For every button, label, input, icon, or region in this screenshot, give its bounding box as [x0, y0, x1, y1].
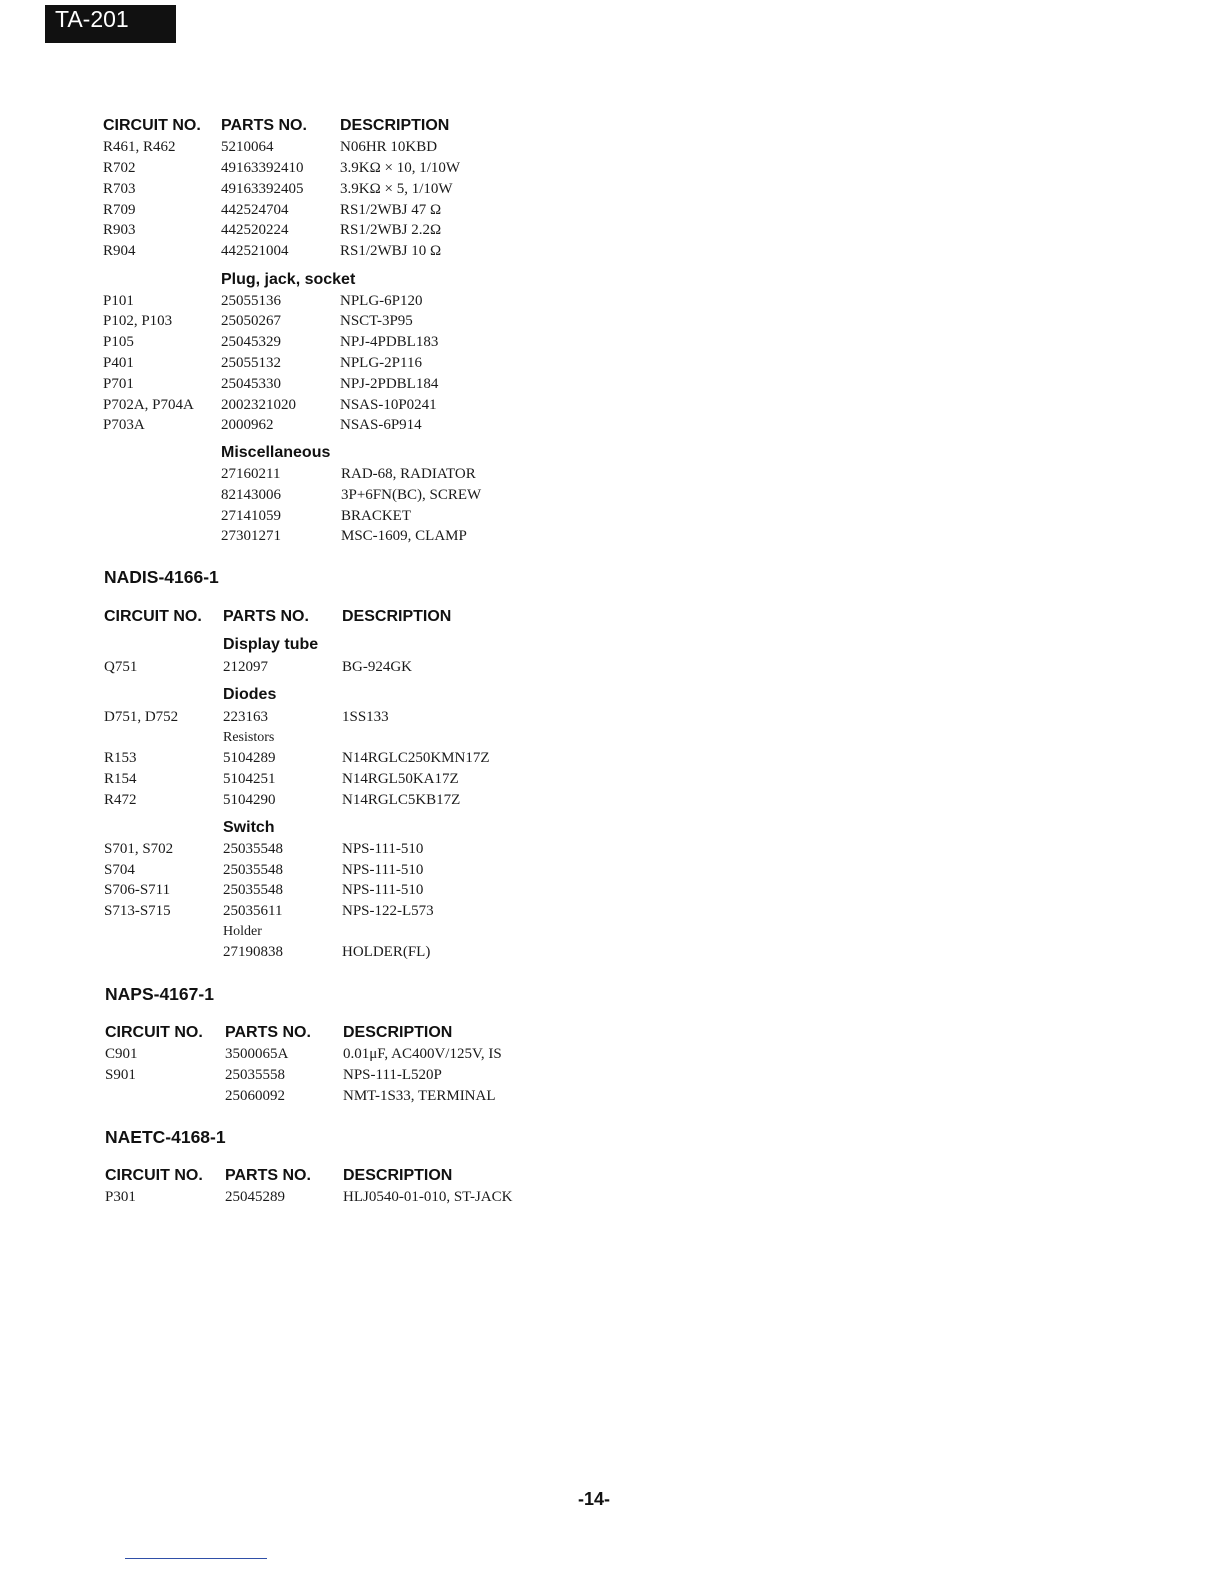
- column-header-parts: PARTS NO.: [221, 117, 307, 134]
- circuit-no-cell: P105: [103, 334, 134, 350]
- parts-no-cell: 49163392405: [221, 181, 304, 197]
- parts-no-cell: 27141059: [221, 508, 281, 524]
- parts-no-cell: 27190838: [223, 944, 283, 960]
- parts-no-cell: 25050267: [221, 313, 281, 329]
- description-cell: NPLG-6P120: [340, 293, 423, 309]
- description-cell: NPS-111-510: [342, 841, 424, 857]
- circuit-no-cell: R903: [103, 222, 136, 238]
- column-header-description: DESCRIPTION: [343, 1024, 453, 1041]
- parts-no-cell: 5210064: [221, 139, 274, 155]
- column-header-circuit: CIRCUIT NO.: [105, 1167, 203, 1184]
- parts-no-cell: 27301271: [221, 528, 281, 544]
- parts-no-cell: 5104251: [223, 771, 276, 787]
- parts-no-cell: 25045329: [221, 334, 281, 350]
- circuit-no-cell: P101: [103, 293, 134, 309]
- circuit-no-cell: S701, S702: [104, 841, 174, 857]
- subsection-heading-resistors: Resistors: [223, 730, 275, 745]
- parts-no-cell: 2000962: [221, 417, 274, 433]
- circuit-no-cell: S713-S715: [104, 903, 171, 919]
- circuit-no-cell: R709: [103, 202, 136, 218]
- description-cell: RS1/2WBJ 47 Ω: [340, 202, 442, 218]
- parts-no-cell: 5104290: [223, 792, 276, 808]
- description-cell: NPS-111-L520P: [343, 1067, 442, 1083]
- description-cell: RAD-68, RADIATOR: [341, 466, 476, 482]
- circuit-no-cell: P301: [105, 1189, 136, 1205]
- parts-no-cell: 25045289: [225, 1189, 285, 1205]
- description-cell: NPS-122-L573: [342, 903, 434, 919]
- description-cell: NSAS-6P914: [340, 417, 422, 433]
- subsection-heading-plug: Plug, jack, socket: [221, 271, 356, 288]
- description-cell: N14RGLC5KB17Z: [342, 792, 461, 808]
- circuit-no-cell: Q751: [104, 659, 138, 675]
- parts-no-cell: 223163: [223, 709, 268, 725]
- subsection-heading-switch: Switch: [223, 819, 275, 836]
- circuit-no-cell: S706-S711: [104, 882, 171, 898]
- description-cell: MSC-1609, CLAMP: [341, 528, 467, 544]
- description-cell: HLJ0540-01-010, ST-JACK: [343, 1189, 513, 1205]
- model-badge: TA-201: [45, 5, 176, 43]
- parts-no-cell: 25035548: [223, 882, 283, 898]
- column-header-description: DESCRIPTION: [342, 608, 452, 625]
- parts-no-cell: 25045330: [221, 376, 281, 392]
- parts-no-cell: 3500065A: [225, 1046, 289, 1062]
- circuit-no-cell: R703: [103, 181, 136, 197]
- subsection-heading-diodes: Diodes: [223, 686, 277, 703]
- description-cell: RS1/2WBJ 10 Ω: [340, 243, 442, 259]
- page-number: -14-: [578, 1489, 611, 1509]
- description-cell: 0.01μF, AC400V/125V, IS: [343, 1046, 502, 1062]
- description-cell: 1SS133: [342, 709, 389, 725]
- parts-no-cell: 25035548: [223, 862, 283, 878]
- parts-no-cell: 49163392410: [221, 160, 304, 176]
- section-title-naps: NAPS-4167-1: [105, 984, 214, 1004]
- parts-no-cell: 25035611: [223, 903, 283, 919]
- description-cell: BRACKET: [341, 508, 412, 524]
- subsection-heading-display: Display tube: [223, 636, 319, 653]
- section-title-naetc: NAETC-4168-1: [105, 1127, 226, 1147]
- subsection-heading-misc: Miscellaneous: [221, 444, 331, 461]
- description-cell: N14RGLC250KMN17Z: [342, 750, 490, 766]
- parts-no-cell: 25055136: [221, 293, 281, 309]
- circuit-no-cell: P401: [103, 355, 134, 371]
- description-cell: 3.9KΩ × 10, 1/10W: [340, 160, 461, 176]
- parts-no-cell: 25060092: [225, 1088, 285, 1104]
- description-cell: NPLG-2P116: [340, 355, 422, 371]
- circuit-no-cell: R461, R462: [103, 139, 176, 155]
- description-cell: NSAS-10P0241: [340, 397, 437, 413]
- circuit-no-cell: D751, D752: [104, 709, 179, 725]
- circuit-no-cell: R702: [103, 160, 136, 176]
- subsection-heading-holder: Holder: [223, 924, 262, 939]
- circuit-no-cell: P702A, P704A: [103, 397, 194, 413]
- column-header-description: DESCRIPTION: [343, 1167, 453, 1184]
- circuit-no-cell: P703A: [103, 417, 145, 433]
- circuit-no-cell: R472: [104, 792, 137, 808]
- column-header-circuit: CIRCUIT NO.: [104, 608, 202, 625]
- parts-no-cell: 25035548: [223, 841, 283, 857]
- description-cell: NPS-111-510: [342, 882, 424, 898]
- circuit-no-cell: S901: [105, 1067, 136, 1083]
- description-cell: 3.9KΩ × 5, 1/10W: [340, 181, 453, 197]
- section-title-nadis: NADIS-4166-1: [104, 567, 219, 587]
- description-cell: HOLDER(FL): [342, 944, 431, 960]
- description-cell: NPS-111-510: [342, 862, 424, 878]
- circuit-no-cell: R154: [104, 771, 137, 787]
- column-header-description: DESCRIPTION: [340, 117, 450, 134]
- parts-no-cell: 82143006: [221, 487, 281, 503]
- description-cell: NPJ-2PDBL184: [340, 376, 439, 392]
- parts-no-cell: 442520224: [221, 222, 289, 238]
- column-header-parts: PARTS NO.: [223, 608, 309, 625]
- column-header-parts: PARTS NO.: [225, 1167, 311, 1184]
- circuit-no-cell: C901: [105, 1046, 138, 1062]
- description-cell: BG-924GK: [342, 659, 412, 675]
- description-cell: NSCT-3P95: [340, 313, 413, 329]
- description-cell: N06HR 10KBD: [340, 139, 438, 155]
- parts-no-cell: 5104289: [223, 750, 276, 766]
- column-header-circuit: CIRCUIT NO.: [105, 1024, 203, 1041]
- parts-no-cell: 212097: [223, 659, 268, 675]
- circuit-no-cell: P102, P103: [103, 313, 173, 329]
- description-cell: NMT-1S33, TERMINAL: [343, 1088, 496, 1104]
- description-cell: N14RGL50KA17Z: [342, 771, 459, 787]
- parts-no-cell: 25035558: [225, 1067, 285, 1083]
- footer-rule: [125, 1558, 267, 1559]
- description-cell: RS1/2WBJ 2.2Ω: [340, 222, 442, 238]
- circuit-no-cell: S704: [104, 862, 135, 878]
- parts-no-cell: 27160211: [221, 466, 281, 482]
- parts-no-cell: 442524704: [221, 202, 289, 218]
- parts-no-cell: 25055132: [221, 355, 281, 371]
- column-header-parts: PARTS NO.: [225, 1024, 311, 1041]
- parts-no-cell: 2002321020: [221, 397, 296, 413]
- circuit-no-cell: P701: [103, 376, 134, 392]
- column-header-circuit: CIRCUIT NO.: [103, 117, 201, 134]
- description-cell: 3P+6FN(BC), SCREW: [341, 487, 482, 503]
- parts-no-cell: 442521004: [221, 243, 289, 259]
- description-cell: NPJ-4PDBL183: [340, 334, 439, 350]
- circuit-no-cell: R153: [104, 750, 137, 766]
- circuit-no-cell: R904: [103, 243, 136, 259]
